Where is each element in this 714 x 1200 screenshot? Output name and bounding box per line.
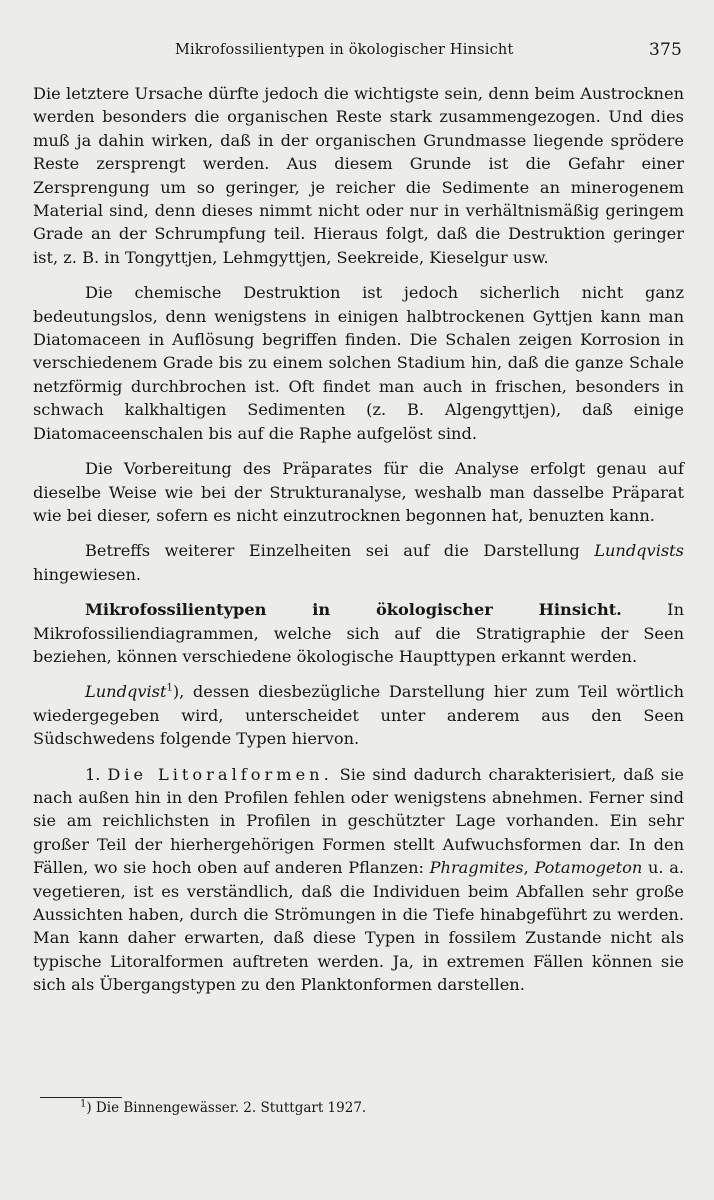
footnote-marker: 1 (80, 1098, 87, 1110)
plant-name-italic: Potamogeton (534, 858, 643, 878)
paragraph-7-text-1: Sie sind dadurch charakterisiert, daß sie nach außen hin in den Profilen fehlen oder wenigstens abnehmen. Ferner sind sie am reichlichsten in Profilen in geschützter Lage vorhanden. Ein sehr großer Teil der hierhergehörigen Formen stellt Aufwuchsformen dar. In den Fällen, wo sie hoch oben auf anderen Pflanzen: (33, 764, 684, 878)
running-header (33, 40, 684, 70)
paragraph-2 (33, 281, 684, 445)
paragraph-6-text: ), dessen diesbezügliche Darstellung hier zum Teil wörtlich wiedergegeben wird, unterscheidet unter anderem aus den Seen Südschwedens folgende Typen hiervon. (33, 682, 684, 749)
plant-name-italic: Phragmites (429, 858, 524, 878)
footnote-reference: 1 (166, 682, 173, 694)
running-title: Mikrofossilientypen in ökologischer Hinsicht (175, 42, 514, 58)
paragraph-3 (33, 457, 684, 527)
list-number: 1. (85, 764, 108, 784)
author-name-italic: Lundqvist (85, 682, 167, 702)
paragraph-5-text: In Mikrofossiliendiagrammen, welche sich auf die Stratigraphie der Seen beziehen, können verschiedene ökologische Haupttypen erkannt werden. (33, 600, 684, 666)
paragraph-4 (33, 539, 684, 586)
paragraph-3-text: Die Vorbereitung des Präparates für die Analyse erfolgt genau auf dieselbe Weise wie bei der Strukturanalyse, weshalb man dasselbe Präparat wie bei dieser, sofern es nicht einzutrocknen begonnen hat, benuzten kann. (33, 459, 684, 525)
author-name-italic: Lundqvists (594, 541, 684, 561)
paragraph-1 (33, 82, 684, 269)
page-number: 375 (648, 40, 682, 60)
paragraph-1-text: Die letztere Ursache dürfte jedoch die wichtigste sein, denn beim Austrocknen werden besonders die organischen Reste stark zusammengezogen. Und dies muß ja dahin wirken, daß in der organischen Grundmasse liegende sprödere Reste zersprengt werden. Aus diesem Grunde ist die Gefahr einer Zersprengung um so geringer, je reicher die Sedimente an minerogenem Material sind, denn dieses nimmt nicht oder nur in verhältnismäßig geringem Grade an der Schrumpfung teil. Hieraus folgt, daß die Destruktion geringer ist, z. B. in Tongyttjen, Lehmgyttjen, Seekreide, Kieselgur usw. (33, 84, 684, 267)
plant-separator: , (523, 858, 535, 878)
footnote-text: ) Die Binnengewässer. 2. Stuttgart 1927. (86, 1100, 367, 1116)
paragraph-4-start: Betreffs weiterer Einzelheiten sei auf die Darstellung (85, 541, 595, 561)
spaced-term: Die Litoralformen. (107, 764, 333, 784)
paragraph-6 (33, 680, 684, 750)
paragraph-5 (33, 598, 684, 668)
paragraph-4-end: hingewiesen. (33, 564, 142, 584)
paragraph-2-text: Die chemische Destruktion ist jedoch sicherlich nicht ganz bedeutungslos, denn wenigstens in einigen halbtrockenen Gyttjen kann man Diatomaceen in Auflösung begriffen finden. Die Schalen zeigen Korrosion in verschiedenem Grade bis zu einem solchen Stadium hin, daß die ganze Schale netzförmig durchbrochen ist. Oft findet man auch in frischen, besonders in schwach kalkhaltigen Sedimenten (z. B. Algengyttjen), daß einige Diatomaceenschalen bis auf die Raphe aufgelöst sind. (33, 283, 684, 443)
section-heading: Mikrofossilientypen in ökologischer Hinsicht. (85, 600, 622, 620)
body-text (33, 82, 684, 997)
paragraph-7-text-2: u. a. vegetieren, ist es verständlich, daß die Individuen beim Abfallen sehr große Aussichten haben, durch die Strömungen in die Tiefe hinabgeführt zu werden. Man kann daher erwarten, daß diese Typen in fossilem Zustande nicht als typische Litoralformen auftreten werden. Ja, in extremen Fällen können sie sich als Übergangstypen zu den Planktonformen darstellen. (33, 858, 684, 995)
paragraph-7 (33, 763, 684, 997)
footnote (80, 1099, 366, 1117)
